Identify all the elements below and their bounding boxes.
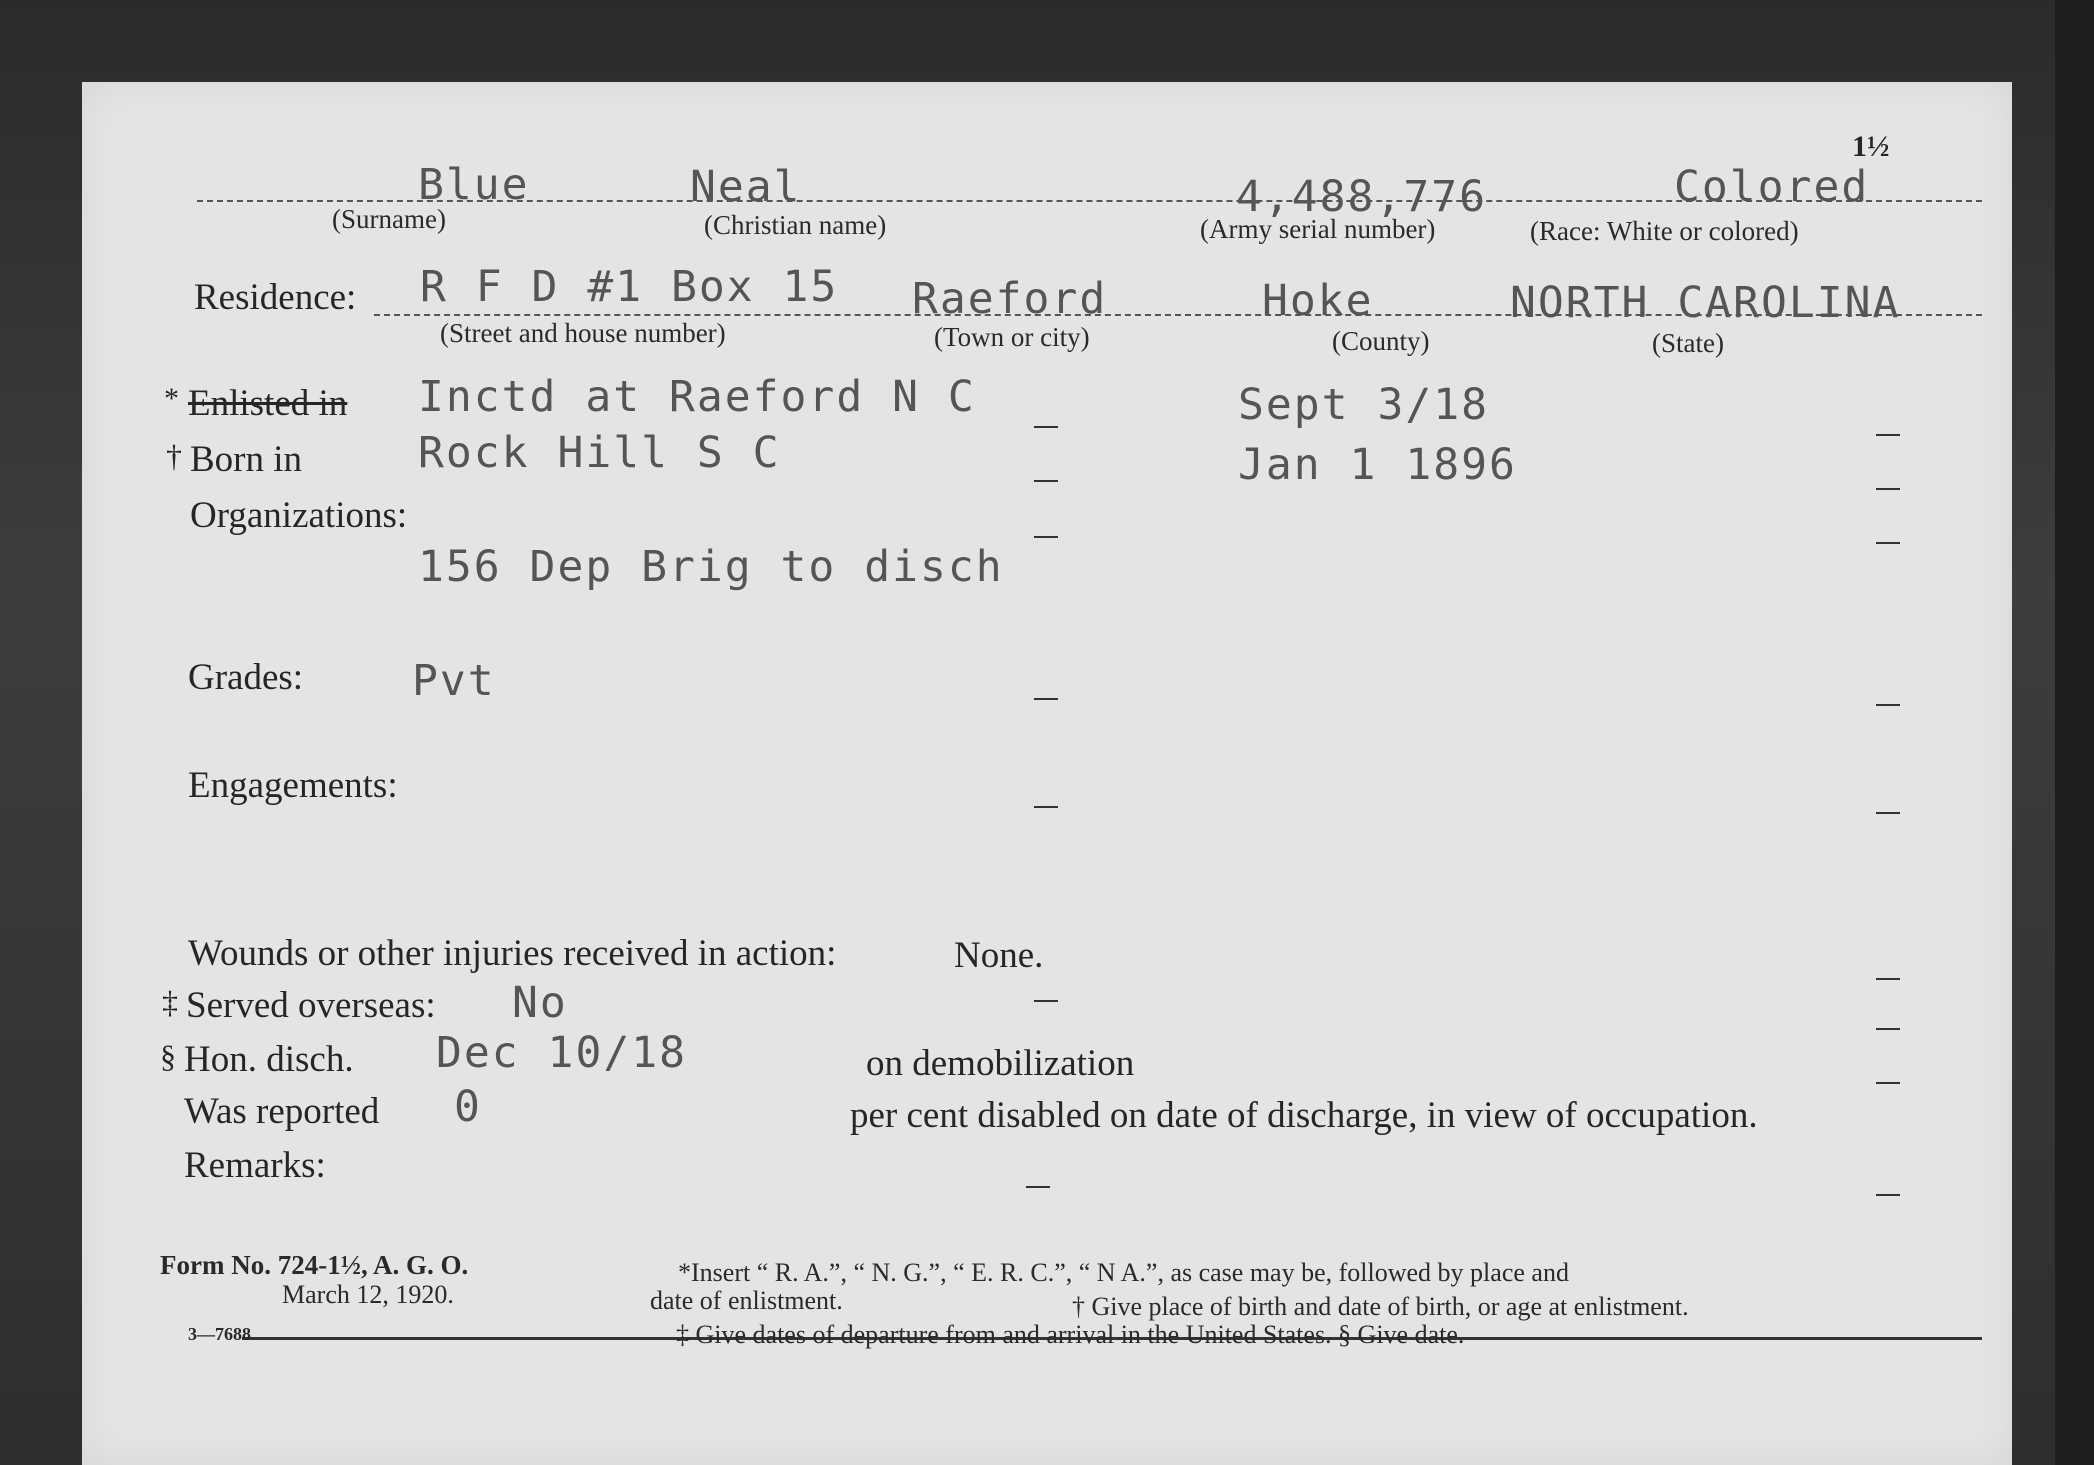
organizations-label: Organizations: [190, 495, 408, 536]
hon-disch-label: Hon. disch. [184, 1039, 354, 1080]
county-value: Hoke [1262, 276, 1374, 326]
dash-mark [1876, 1028, 1900, 1030]
wounds-label: Wounds or other injuries received in action: [188, 933, 837, 974]
dash-mark [1034, 480, 1058, 482]
residence-label: Residence: [194, 277, 357, 318]
hon-disch-date-value: Dec 10/18 [436, 1028, 687, 1078]
footnote-birth: † Give place of birth and date of birth, or age at enlistment. [1072, 1292, 1689, 1321]
state-caption: (State) [1652, 328, 1724, 358]
grades-label: Grades: [188, 657, 304, 698]
christian-name-value: Neal [690, 162, 802, 212]
born-date-value: Jan 1 1896 [1238, 440, 1517, 490]
service-record-card [82, 82, 2012, 1465]
was-reported-value: 0 [454, 1082, 482, 1132]
grade-value: Pvt [412, 656, 496, 706]
race-caption: (Race: White or colored) [1530, 216, 1799, 246]
dash-mark [1876, 978, 1900, 980]
form-date: March 12, 1920. [282, 1280, 454, 1309]
served-overseas-value: No [512, 978, 568, 1028]
army-serial-caption: (Army serial number) [1200, 214, 1436, 244]
dash-mark [1034, 1000, 1058, 1002]
footnote-enlistment-cont: date of enlistment. [650, 1286, 843, 1315]
dash-mark [1876, 704, 1900, 706]
was-reported-label: Was reported [184, 1091, 380, 1132]
christian-name-caption: (Christian name) [704, 210, 887, 240]
card-number: 1½ [1852, 130, 1890, 163]
dash-mark [1876, 1194, 1900, 1196]
born-place-value: Rock Hill S C [418, 428, 781, 478]
enlisted-mark: * [164, 382, 179, 415]
served-overseas-label: Served overseas: [186, 985, 436, 1026]
organization-value: 156 Dep Brig to disch [418, 542, 1004, 592]
footnote-overseas: ‡ Give dates of departure from and arrival in the United States. § Give date. [676, 1320, 1465, 1349]
dash-mark [1034, 536, 1058, 538]
form-number: Form No. 724-1½, A. G. O. [160, 1250, 469, 1280]
army-serial-value: 4,488,776 [1236, 172, 1487, 222]
race-value: Colored [1674, 162, 1870, 212]
print-code: 3—7688 [188, 1324, 251, 1344]
enlisted-place-value: Inctd at Raeford N C [418, 372, 976, 422]
state-value: NORTH CAROLINA [1510, 278, 1901, 328]
footnote-enlistment: *Insert “ R. A.”, “ N. G.”, “ E. R. C.”, “ N A.”, as case may be, followed by place and [678, 1258, 1569, 1287]
dash-mark [1876, 1082, 1900, 1084]
dash-mark [1034, 806, 1058, 808]
street-value: R F D #1 Box 15 [420, 262, 839, 312]
hon-mark: § [160, 1038, 176, 1074]
street-caption: (Street and house number) [440, 318, 726, 348]
dash-mark [1876, 488, 1900, 490]
demobilization-label: on demobilization [866, 1043, 1135, 1084]
dash-mark [1034, 426, 1058, 428]
dash-mark [1026, 1186, 1050, 1188]
town-value: Raeford [912, 274, 1108, 324]
scan-edge [2055, 0, 2094, 1465]
enlisted-label: Enlisted in [188, 383, 348, 424]
wounds-value: None. [954, 935, 1044, 976]
surname-caption: (Surname) [332, 204, 446, 234]
per-cent-disabled-label: per cent disabled on date of discharge, in view of occupation. [850, 1095, 1758, 1136]
born-mark: † [166, 438, 182, 474]
dash-mark [1034, 698, 1058, 700]
served-mark: ‡ [162, 984, 178, 1020]
dash-mark [1876, 542, 1900, 544]
dash-mark [1876, 812, 1900, 814]
town-caption: (Town or city) [934, 322, 1090, 352]
engagements-label: Engagements: [188, 765, 398, 806]
dash-mark [1876, 434, 1900, 436]
county-caption: (County) [1332, 326, 1430, 356]
surname-value: Blue [418, 160, 530, 210]
enlisted-date-value: Sept 3/18 [1238, 380, 1489, 430]
born-label: Born in [190, 439, 303, 480]
remarks-label: Remarks: [184, 1145, 326, 1186]
